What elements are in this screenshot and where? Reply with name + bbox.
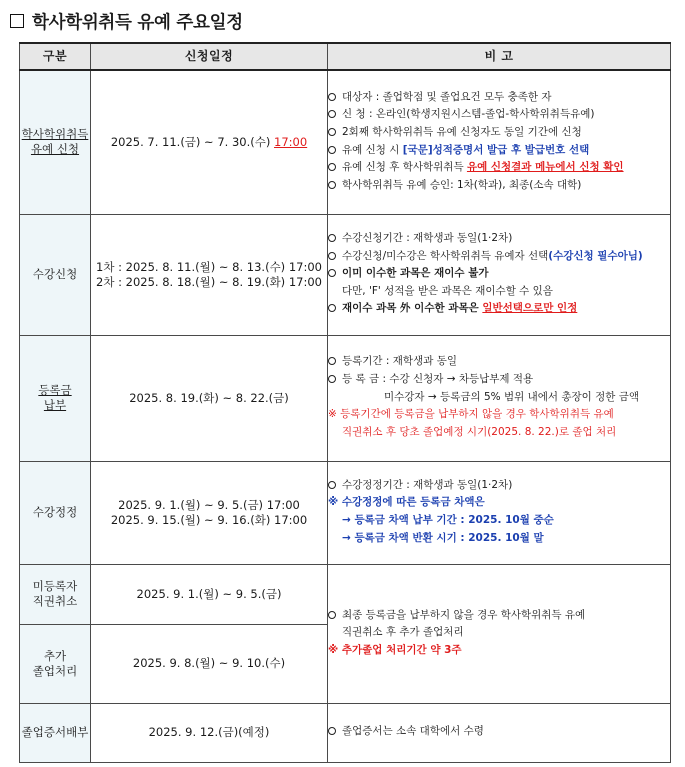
circle-bullet-icon bbox=[328, 181, 336, 189]
table-row bbox=[20, 70, 671, 214]
row-date: 1차 : 2025. 8. 11.(월) ~ 8. 13.(수) 17:00 2차 : 2025. 8. 18.(월) ~ 8. 19.(화) 17:00 bbox=[91, 214, 328, 335]
info-note-detail: → 등록금 차액 납부 기간 : 2025. 10월 중순 bbox=[342, 514, 554, 526]
list-item: 등록기간 : 재학생과 동일 bbox=[328, 355, 670, 369]
circle-bullet-icon bbox=[328, 110, 336, 118]
schedule-table bbox=[19, 42, 671, 763]
circle-bullet-icon bbox=[328, 727, 336, 735]
table-row bbox=[20, 703, 671, 762]
list-item: 신 청 : 온라인(학생지원시스템-졸업-학사학위취득유예) bbox=[328, 108, 670, 122]
list-item: 학사학위취득 유예 승인: 1차(학과), 최종(소속 대학) bbox=[328, 179, 670, 193]
row-date: 2025. 8. 19.(화) ~ 8. 22.(금) bbox=[91, 335, 328, 461]
row-remarks bbox=[328, 564, 671, 703]
circle-bullet-icon bbox=[328, 252, 336, 260]
row-category: 등록금 납부 bbox=[20, 335, 91, 461]
header-remarks: 비 고 bbox=[328, 43, 671, 70]
info-note: ※ 수강정정에 따른 등록금 차액은 bbox=[328, 496, 485, 509]
list-item: 유예 신청 후 학사학위취득 유예 신청결과 메뉴에서 신청 확인 bbox=[328, 161, 670, 175]
warning-note: ※ 추가졸업 처리기간 약 3주 bbox=[328, 643, 462, 656]
page-title: 학사학위취득 유예 주요일정 bbox=[10, 8, 243, 34]
info-note-detail: → 등록금 차액 반환 시기 : 2025. 10월 말 bbox=[342, 531, 544, 544]
row-remarks bbox=[328, 214, 671, 335]
row-date: 2025. 9. 1.(월) ~ 9. 5.(금) bbox=[91, 564, 328, 624]
row-category: 미등록자 직권취소 bbox=[20, 564, 91, 624]
row-remarks bbox=[328, 335, 671, 461]
list-item: 대상자 : 졸업학점 및 졸업요건 모두 충족한 자 bbox=[328, 91, 670, 105]
list-item: 2회째 학사학위취득 유예 신청자도 동일 기간에 신청 bbox=[328, 126, 670, 140]
list-item: 유예 신청 시 [국문]성적증명서 발급 후 발급번호 선택 bbox=[328, 144, 670, 158]
circle-bullet-icon bbox=[328, 481, 336, 489]
warning-note-continuation: 직권취소 후 당초 졸업예정 시기(2025. 8. 22.)로 졸업 처리 bbox=[342, 425, 617, 438]
row-date: 2025. 9. 1.(월) ~ 9. 5.(금) 17:00 2025. 9. 15.(월) ~ 9. 16.(화) 17:00 bbox=[91, 461, 328, 564]
row-date: 2025. 9. 12.(금)(예정) bbox=[91, 703, 328, 762]
row-date: 2025. 7. 11.(금) ~ 7. 30.(수) 17:00 bbox=[91, 70, 328, 214]
circle-bullet-icon bbox=[328, 375, 336, 383]
list-item: 최종 등록금을 납부하지 않을 경우 학사학위취득 유예 bbox=[328, 609, 670, 623]
circle-bullet-icon bbox=[328, 93, 336, 101]
row-category: 수강정정 bbox=[20, 461, 91, 564]
row-date: 2025. 9. 8.(월) ~ 9. 10.(수) bbox=[91, 624, 328, 703]
header-schedule: 신청일정 bbox=[91, 43, 328, 70]
warning-note: ※ 등록기간에 등록금을 납부하지 않을 경우 학사학위취득 유예 bbox=[328, 408, 614, 421]
circle-bullet-icon bbox=[328, 304, 336, 312]
circle-bullet-icon bbox=[328, 357, 336, 365]
list-item-continuation: 직권취소 후 추가 졸업처리 bbox=[342, 626, 464, 639]
row-category: 학사학위취득 유예 신청 bbox=[20, 70, 91, 214]
row-category: 졸업증서배부 bbox=[20, 703, 91, 762]
circle-bullet-icon bbox=[328, 611, 336, 619]
row-category: 추가 졸업처리 bbox=[20, 624, 91, 703]
list-item-continuation: 다만, 'F' 성적을 받은 과목은 재이수할 수 있음 bbox=[342, 284, 553, 297]
row-remarks bbox=[328, 703, 671, 762]
row-category: 수강신청 bbox=[20, 214, 91, 335]
row-remarks bbox=[328, 461, 671, 564]
table-header-row bbox=[20, 43, 671, 70]
list-item: 수강정정기간 : 재학생과 동일(1·2차) bbox=[328, 479, 670, 493]
list-item: 졸업증서는 소속 대학에서 수령 bbox=[328, 725, 670, 739]
table-row bbox=[20, 564, 671, 624]
list-item: 수강신청기간 : 재학생과 동일(1·2차) bbox=[328, 232, 670, 246]
list-item: 재이수 과목 外 이수한 과목은 일반선택으로만 인정 bbox=[328, 302, 670, 316]
table-row bbox=[20, 461, 671, 564]
circle-bullet-icon bbox=[328, 163, 336, 171]
circle-bullet-icon bbox=[328, 146, 336, 154]
row-remarks bbox=[328, 70, 671, 214]
table-row bbox=[20, 214, 671, 335]
header-category: 구분 bbox=[20, 43, 91, 70]
table-row bbox=[20, 335, 671, 461]
circle-bullet-icon bbox=[328, 269, 336, 277]
list-item: 등 록 금 : 수강 신청자 → 차등납부제 적용 bbox=[328, 373, 670, 387]
circle-bullet-icon bbox=[328, 234, 336, 242]
list-item: 이미 이수한 과목은 재이수 불가 bbox=[328, 267, 670, 281]
circle-bullet-icon bbox=[328, 128, 336, 136]
checkbox-square-icon bbox=[10, 14, 24, 28]
list-item-continuation: 미수강자 → 등록금의 5% 범위 내에서 총장이 정한 금액 bbox=[384, 390, 640, 403]
list-item: 수강신청/미수강은 학사학위취득 유예자 선택(수강신청 필수아님) bbox=[328, 250, 670, 264]
deadline-time: 17:00 bbox=[274, 134, 308, 149]
